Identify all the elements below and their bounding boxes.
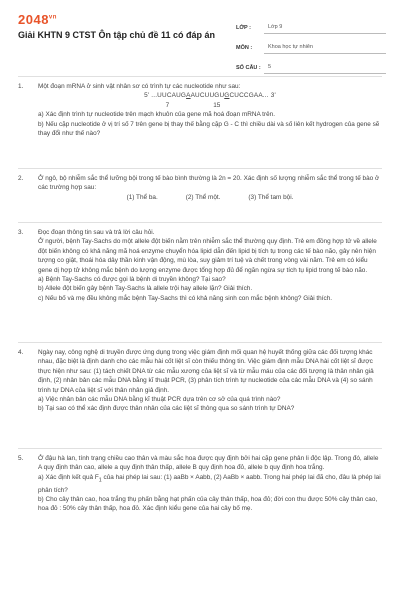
question-intro: Đọc đoạn thông tin sau và trả lời câu hỏi.	[38, 229, 155, 236]
meta-label: MÔN :	[236, 45, 253, 51]
meta-value: Khoa học tự nhiên	[264, 44, 386, 54]
question-number: 1.	[18, 83, 24, 90]
site-logo[interactable]: $2048^{vn}$	[18, 12, 57, 27]
meta-row-count	[236, 54, 386, 74]
meta-row-subject	[236, 34, 386, 54]
question-passage: Ở người, bệnh Tay-Sachs do một allele đột biến nằm trên nhiễm sắc thể thường quy định. Trẻ em đồng hợp tử về allele đột biến không có khả năng mã hoá enzyme chuyển hóa lipid dẫn đến lipid bị tích tụ trong các tế bào não, gây nên hiện tượng co giật, thoái hóa dây thần kinh vận động, mù lòa, suy giảm trí tuệ và chết trong vòng vài năm. Trẻ em có kiểu gene dị hợp tử không mắc bệnh do lượng enzyme được tổng hợp đủ để ngăn ngừa sự tích tụ lipid trong tế bào não.	[38, 238, 377, 274]
question-part-b: b) Tại sao có thể xác định được thân nhân của các liệt sĩ thông qua so sánh trình tự DNA?	[38, 405, 295, 413]
question-part-a: a) Xác định kết quả $F_1$ của hai phép lai sau: (1) aaBb × Aabb, (2) AaBb × aabb. Trong hai phép lai đã cho, đâu là phép lai phân tích?	[38, 473, 381, 494]
question-2	[18, 174, 382, 202]
question-passage: Ngày nay, công nghệ di truyền được ứng dụng trong việc giám định mối quan hệ huyết thống giữa các đối tượng khác nhau, đặc biệt là định danh cho các mẫu hài cốt liệt sĩ còn thiếu thông tin. Việc giám định mẫu DNA hài cốt liệt sĩ được thực hiện như sau: (1) tách chiết DNA từ các mẫu xương của liệt sĩ và từ mẫu máu của các đối tượng là thân nhân giả định, (2) nhân bản các mẫu DNA bằng kĩ thuật PCR, (3) phân tích trình tự nucleotide của các mẫu DNA và (4) so sánh trình tự DNA của liệt sĩ với thân nhân giả định.	[38, 349, 374, 394]
meta-row-class	[236, 14, 386, 34]
question-part-a: a) Xác định trình tự nucleotide trên mạch khuôn của gene mã hoá đoạn mRNA trên.	[38, 111, 275, 119]
question-number: 2.	[18, 175, 24, 182]
question-part-a: a) Việc nhân bản các mẫu DNA bằng kĩ thuật PCR dựa trên cơ sở của quá trình nào?	[38, 396, 281, 404]
question-4	[18, 348, 382, 414]
question-number: 4.	[18, 349, 24, 356]
document-title: Giải KHTN 9 CTST Ôn tập chủ đề 11 có đáp án	[18, 30, 216, 40]
question-part-c: c) Nếu bố và mẹ đều không mắc bệnh Tay-Sachs thì có khả năng sinh con mắc bệnh không? Giải thích.	[38, 294, 333, 302]
question-number: 3.	[18, 229, 24, 236]
mrna-positions: 7 15	[165, 101, 221, 109]
question-part-b: b) Cho cây thân cao, hoa trắng thụ phấn bằng hạt phấn của cây thân thấp, hoa đỏ; đời con thu được 50% cây thân cao, hoa đỏ : 50% cây thân thấp, hoa đỏ. Xác định kiểu gene của hai cây bố mẹ.	[38, 495, 378, 513]
meta-value: Lớp 9	[264, 24, 386, 34]
divider	[18, 76, 382, 77]
question-intro: Một đoạn mRNA ở sinh vật nhân sơ có trình tự các nucleotide như sau:	[38, 83, 241, 90]
divider	[18, 222, 382, 223]
question-passage: Ở đậu hà lan, tính trạng chiều cao thân và màu sắc hoa được quy định bởi hai cặp gene phân li độc lập. Trong đó, allele A quy định thân cao, allele a quy định thân thấp, allele B quy định hoa đỏ, allele b quy định hoa trắng.	[38, 455, 379, 472]
question-part-a: a) Bệnh Tay-Sachs có được gọi là bệnh di truyền không? Tại sao?	[38, 276, 226, 284]
question-part-b: b) Allele đột biến gây bệnh Tay-Sachs là allele trội hay allele lặn? Giải thích.	[38, 285, 253, 293]
question-options: (1) Thể ba. (2) Thể một. (3) Thể tam bội.	[126, 193, 294, 201]
question-1	[18, 82, 382, 138]
divider	[18, 168, 382, 169]
divider	[18, 448, 382, 449]
divider	[18, 342, 382, 343]
question-5	[18, 454, 382, 514]
question-intro: Ở ngô, bộ nhiễm sắc thể lưỡng bội trong tế bào bình thường là 2n = 20. Xác định số lượng nhiễm sắc thể trong tế bào ở các trường hợp sau:	[38, 175, 380, 192]
mrna-sequence: 5' ...UUCAUGAAUCUUGUGCUCCGAA... 3'	[144, 92, 276, 100]
meta-label: SỐ CÂU :	[236, 65, 261, 71]
question-number: 5.	[18, 455, 24, 462]
meta-value: 5	[264, 64, 386, 74]
meta-fields	[236, 14, 386, 74]
meta-label: LỚP :	[236, 25, 251, 31]
question-part-b: b) Nếu cặp nucleotide ở vị trí số 7 trên gene bị thay thế bằng cặp G - C thì chiều dài và số liên kết hydrogen của gene sẽ thay đổi như thế nào?	[38, 120, 380, 138]
question-3	[18, 228, 382, 303]
